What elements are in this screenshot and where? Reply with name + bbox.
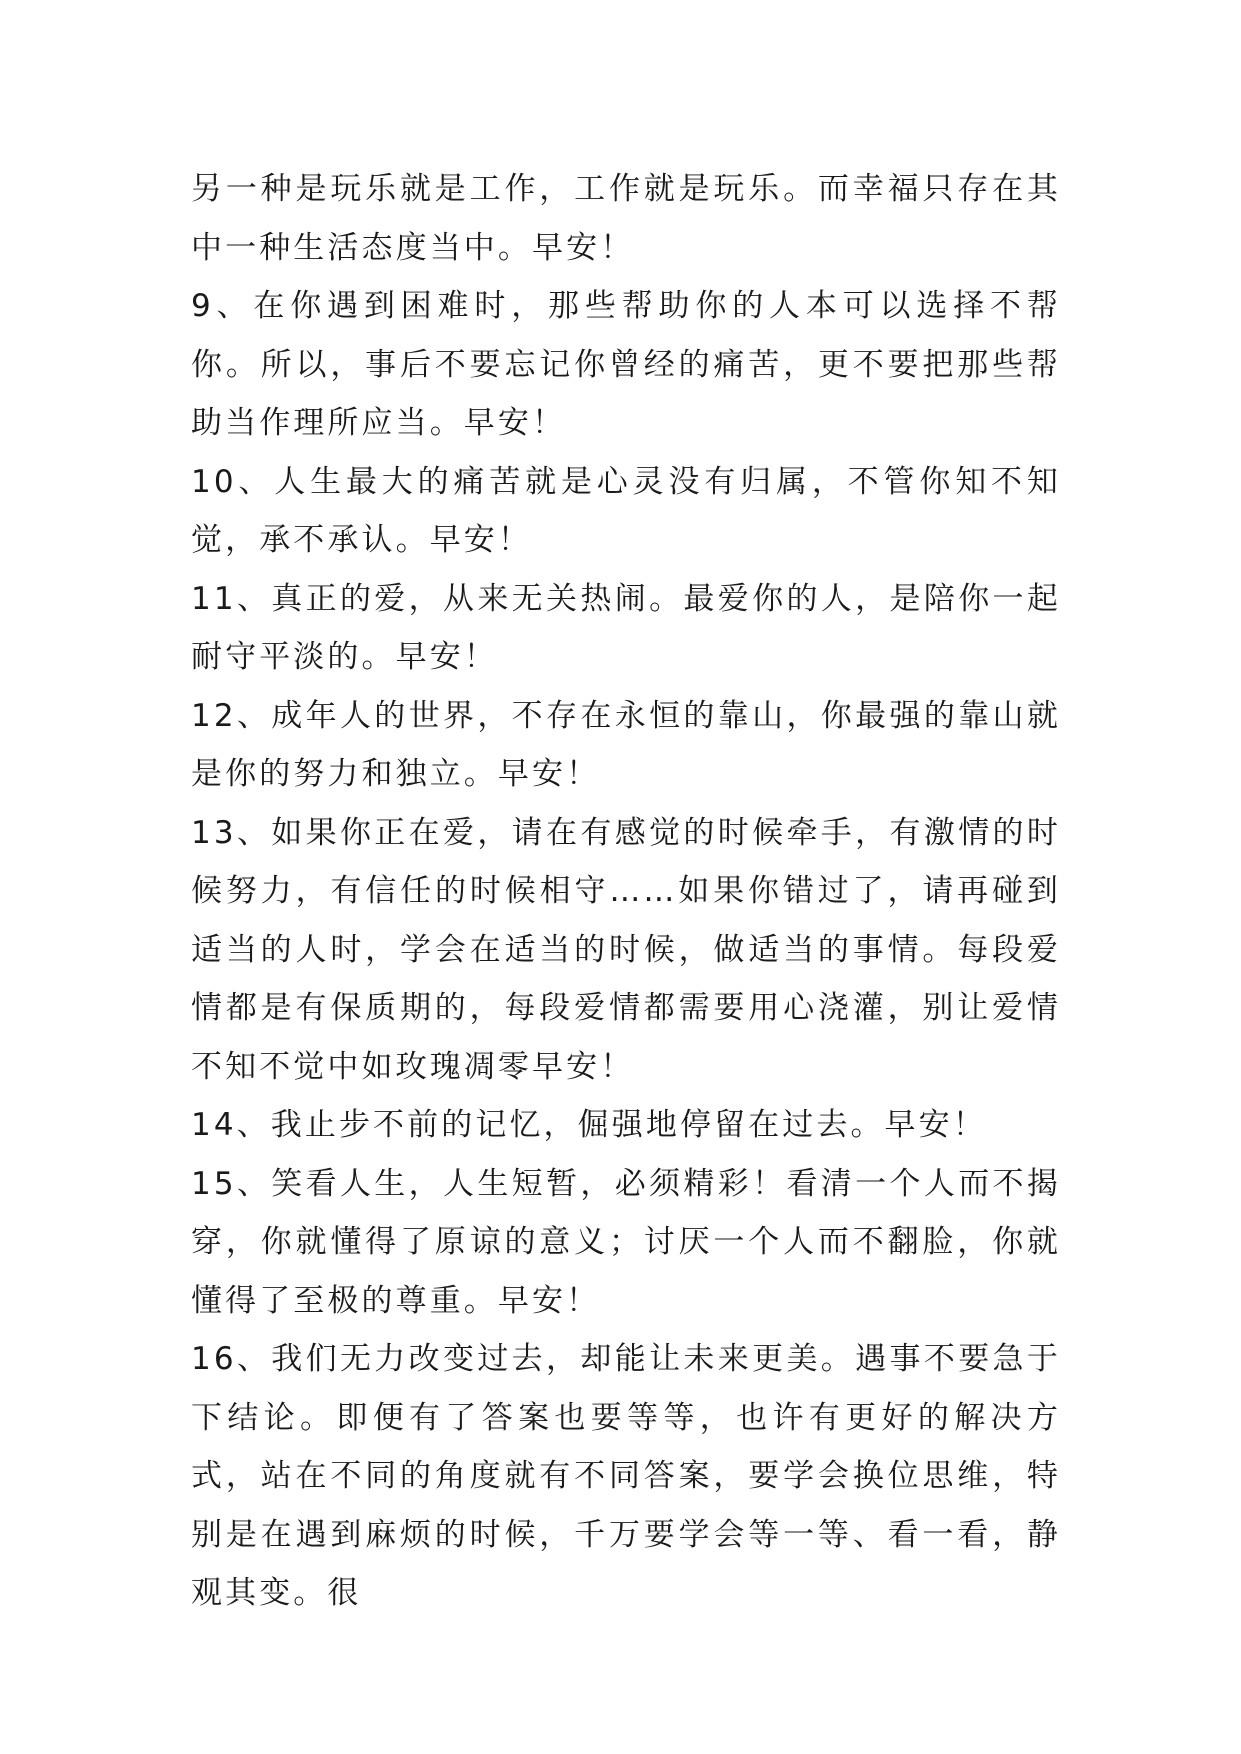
paragraph-item-9: 9、在你遇到困难时，那些帮助你的人本可以选择不帮你。所以，事后不要忘记你曾经的痛苦，更不要把那些帮助当作理所应当。早安！ [191, 288, 1061, 441]
paragraph-item-16: 16、我们无力改变过去，却能让未来更美。遇事不要急于下结论。即便有了答案也要等等，也许有更好的解决方式，站在不同的角度就有不同答案，要学会换位思维，特别是在遇到麻烦的时候，千万要学会等一等、看一看，静观其变。很 [191, 1341, 1061, 1611]
paragraph-item-10: 10、人生最大的痛苦就是心灵没有归属，不管你知不知觉，承不承认。早安！ [191, 463, 1061, 558]
paragraph-item-14: 14、我止步不前的记忆，倔强地停留在过去。早安！ [191, 1107, 987, 1143]
paragraph-item-13: 13、如果你正在爱，请在有感觉的时候牵手，有激情的时候努力，有信任的时候相守……如果你错过了，请再碰到适当的人时，学会在适当的时候，做适当的事情。每段爱情都是有保质期的，每段爱情都需要用心浇灌，别让爱情不知不觉中如玫瑰凋零早安！ [191, 814, 1061, 1085]
paragraph-continuation: 另一种是玩乐就是工作，工作就是玩乐。而幸福只存在其中一种生活态度当中。早安！ [191, 171, 1061, 266]
document-body [191, 160, 1061, 1623]
paragraph-item-15: 15、笑看人生，人生短暂，必须精彩！看清一个人而不揭穿，你就懂得了原谅的意义；讨厌一个人而不翻脸，你就懂得了至极的尊重。早安！ [191, 1165, 1061, 1319]
paragraph-item-12: 12、成年人的世界，不存在永恒的靠山，你最强的靠山就是你的努力和独立。早安！ [191, 697, 1061, 792]
paragraph-item-11: 11、真正的爱，从来无关热闹。最爱你的人，是陪你一起耐守平淡的。早安！ [191, 580, 1061, 675]
